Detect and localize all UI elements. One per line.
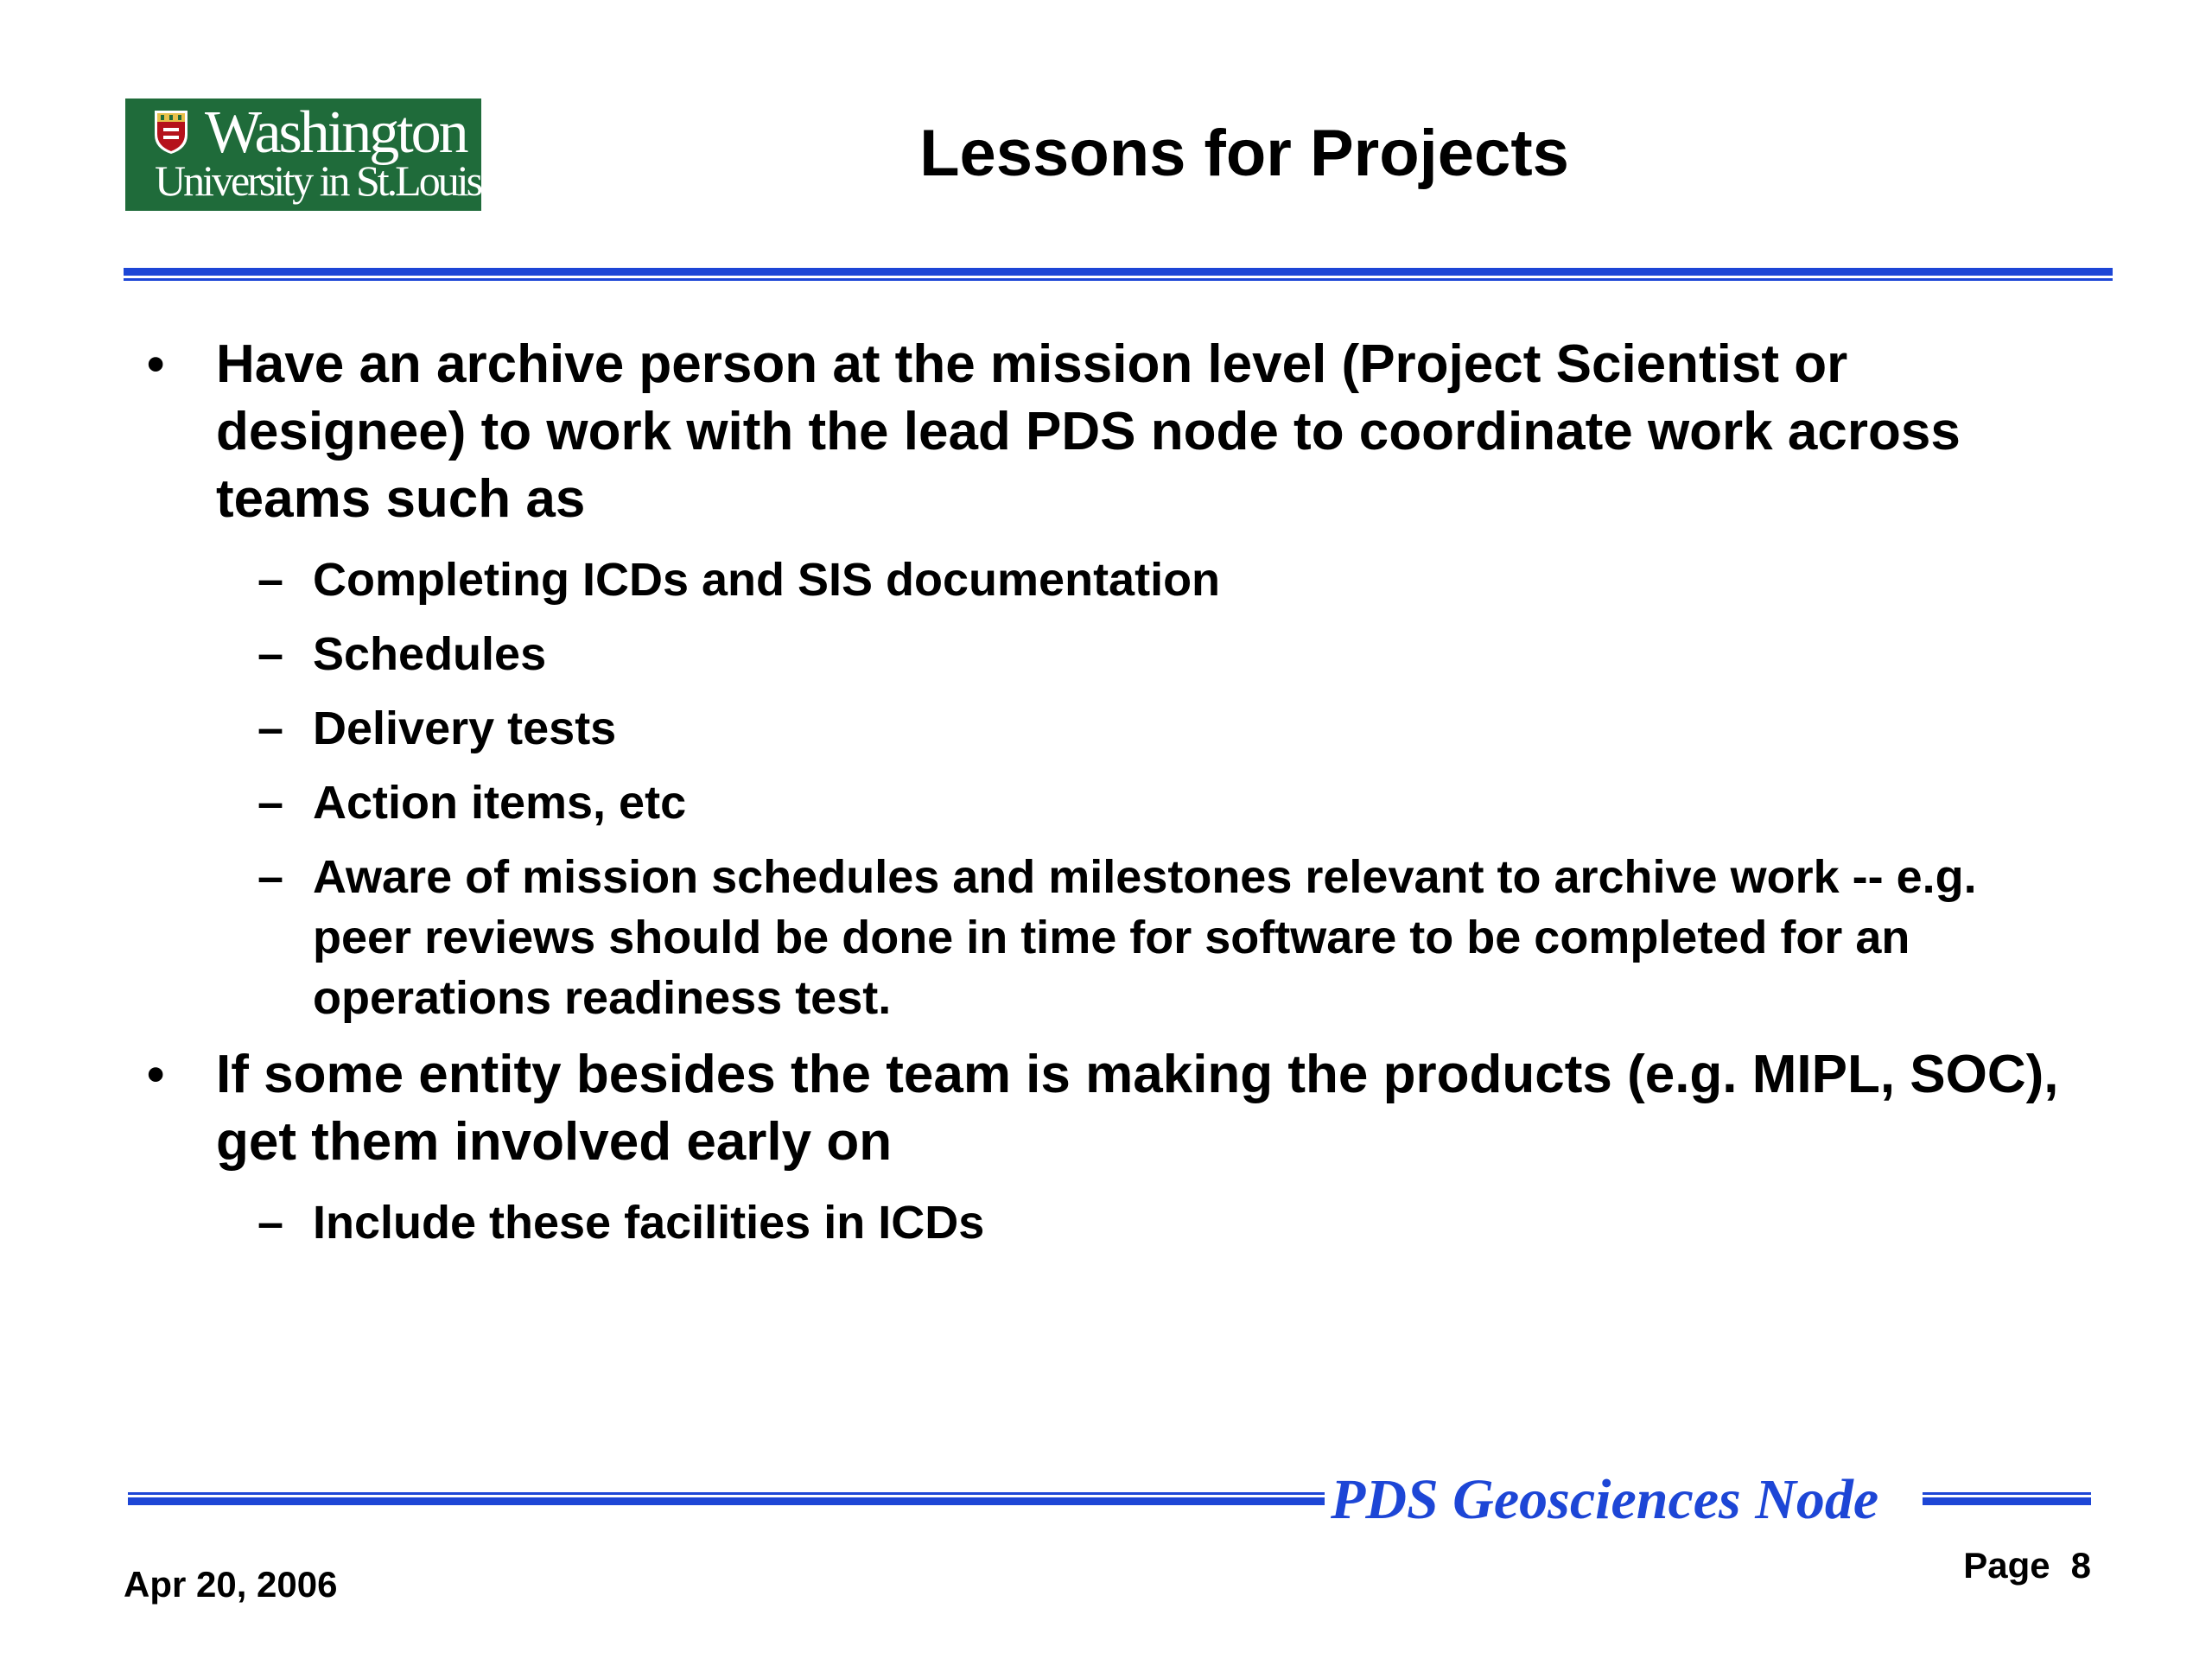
sub-bullet-schedules: Schedules [313, 628, 547, 680]
footer-page-number [1963, 1543, 2091, 1588]
bullet-external-entity: If some entity besides the team is making the products (e.g. MIPL, SOC), get them involved early on [216, 1045, 2059, 1172]
footer-brand: PDS Geosciences Node [1331, 1468, 1879, 1531]
sub-bullet-icds: Completing ICDs and SIS documentation [313, 554, 1221, 606]
sub-bullet-action-items: Action items, etc [313, 777, 687, 829]
logo-wordmark-line1: Washington [205, 99, 467, 166]
slide-title: Lessons for Projects [919, 117, 1569, 190]
sub-bullet-delivery-tests: Delivery tests [313, 702, 617, 754]
sub-bullet-marker: – [257, 554, 284, 606]
bullet-marker: • [147, 336, 165, 392]
sub-bullet-mission-schedules: Aware of mission schedules and milestones relevant to archive work -- e.g. peer reviews should be done in time for software to be completed for an operations readiness test. [313, 851, 1977, 1024]
logo-wordmark-line2: University in St.Louis [155, 156, 481, 205]
page-label: Page [1963, 1545, 2050, 1586]
footer-divider-right [1923, 1492, 2091, 1505]
sub-bullet-marker: – [257, 1197, 284, 1249]
bullet-marker: • [147, 1046, 165, 1103]
footer-divider-left [128, 1492, 1325, 1505]
sub-bullet-marker: – [257, 702, 284, 754]
sub-bullet-include-facilities: Include these facilities in ICDs [313, 1197, 985, 1249]
footer-date: Apr 20, 2006 [124, 1564, 338, 1605]
bullet-archive-person: Have an archive person at the mission level (Project Scientist or designee) to work with the lead PDS node to coordinate work across teams such as [216, 334, 1961, 529]
crest-icon [153, 109, 189, 156]
sub-bullet-marker: – [257, 851, 284, 903]
header-divider [124, 268, 2113, 281]
sub-bullet-marker: – [257, 628, 284, 680]
university-logo [125, 99, 481, 211]
sub-bullet-marker: – [257, 777, 284, 829]
page-number: 8 [2070, 1545, 2091, 1586]
